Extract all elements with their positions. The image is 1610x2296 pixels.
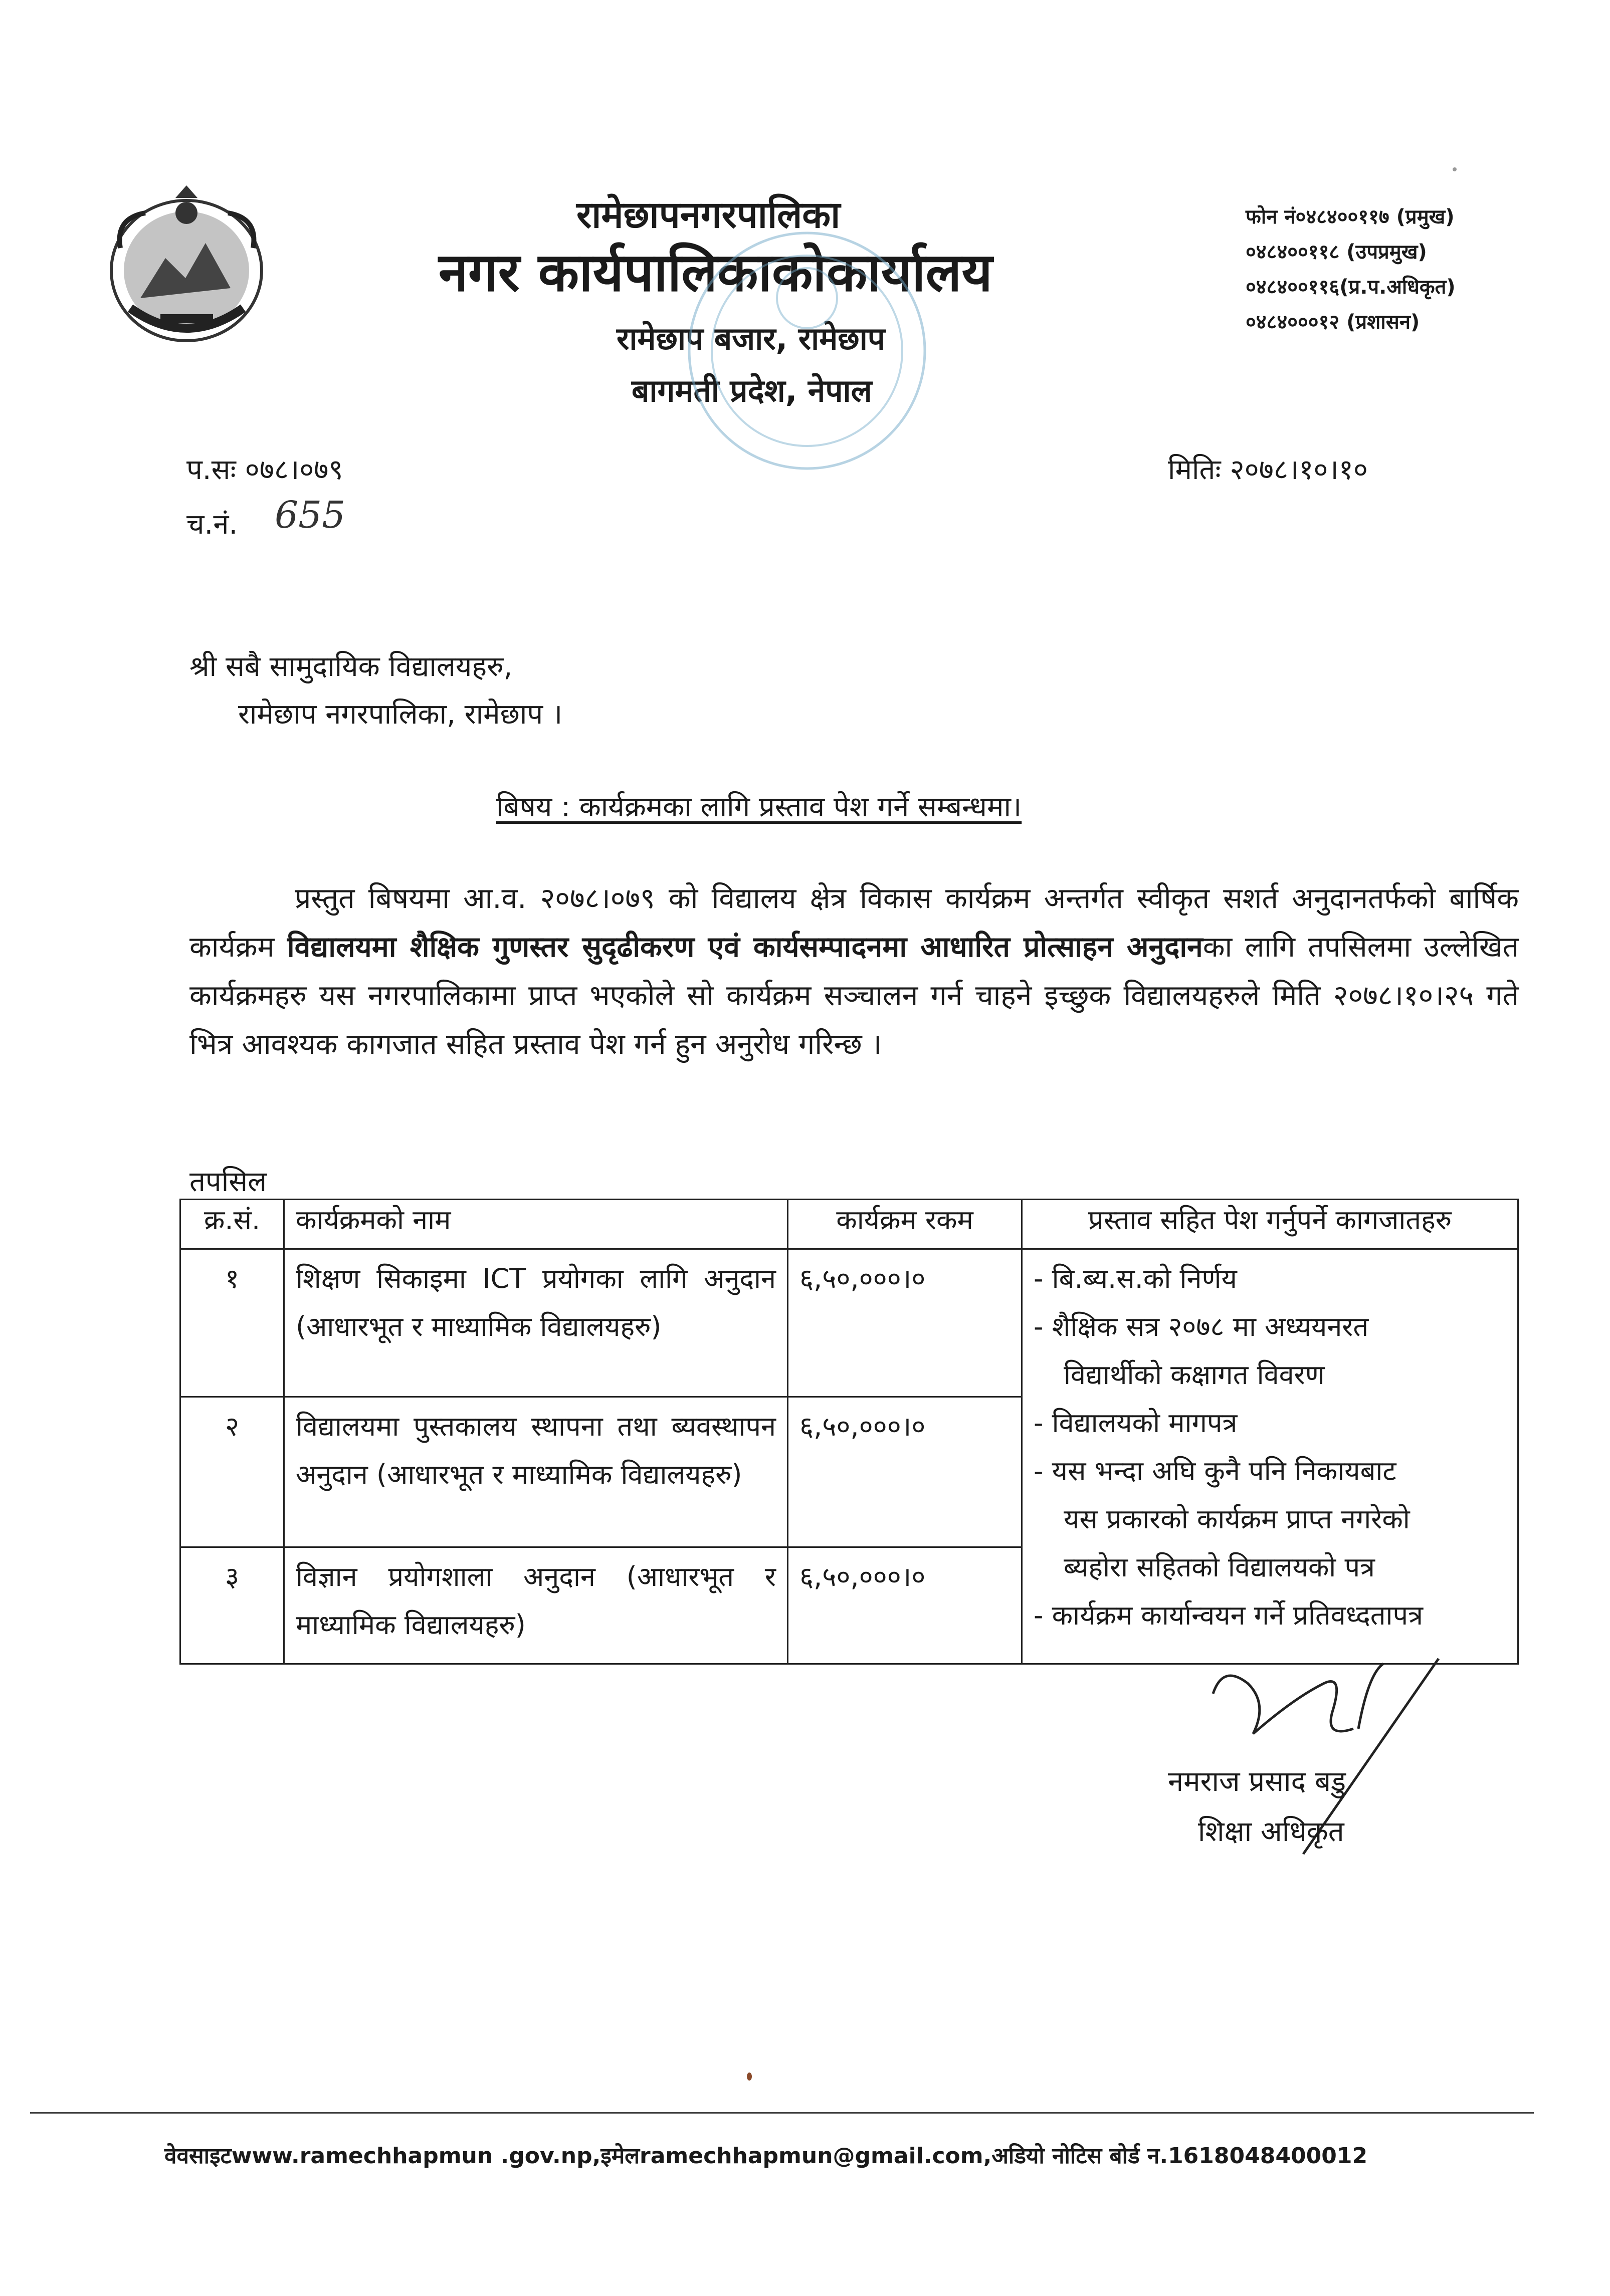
office-name: नगर कार्यपालिकाकोकार्यालय — [439, 242, 992, 303]
document-item-continued: ब्यहोरा सहितको विद्यालयको पत्र — [1064, 1551, 1375, 1583]
ink-speck — [1453, 167, 1457, 171]
document-item: - यस भन्दा अघि कुनै पनि निकायबाट — [1034, 1455, 1396, 1487]
program-table — [179, 1199, 1519, 1665]
document-item: - कार्यक्रम कार्यान्वयन गर्ने प्रतिवध्दतापत्र — [1034, 1599, 1424, 1631]
header-serial: क्र.सं. — [180, 1200, 284, 1249]
required-documents — [1022, 1249, 1518, 1664]
phone-chief: फोन नं०४८४००११७ (प्रमुख) — [1246, 205, 1455, 228]
letter-date: मितिः २०७८।१०।१० — [1168, 453, 1368, 486]
table-row — [180, 1249, 1518, 1397]
phone-admin: ०४८४०००१२ (प्रशासन) — [1246, 311, 1420, 334]
phone-deputy: ०४८४००११८ (उपप्रमुख) — [1246, 241, 1427, 264]
signatory-name: नमराज प्रसाद बडु — [1168, 1765, 1346, 1798]
address-line-1: रामेछाप बजार, रामेछाप — [617, 320, 886, 357]
schedule-label: तपसिल — [189, 1166, 267, 1198]
row-program-name: शिक्षण सिकाइमा ICT प्रयोगका लागि अनुदान (आधारभूत र माध्यामिक विद्यालयहरु) — [284, 1249, 788, 1397]
phone-list — [1246, 199, 1566, 340]
document-item-continued: विद्यार्थीको कक्षागत विवरण — [1064, 1359, 1325, 1391]
document-item-continued: यस प्रकारको कार्यक्रम प्राप्त नगरेको — [1064, 1503, 1410, 1535]
row-program-name: विद्यालयमा पुस्तकालय स्थापना तथा ब्यवस्थापन अनुदान (आधारभूत र माध्यामिक विद्यालयहरु) — [284, 1397, 788, 1547]
phone-cao: ०४८४००११६(प्र.प.अधिकृत) — [1246, 276, 1456, 299]
document-item: - शैक्षिक सत्र २०७८ मा अध्ययनरत — [1034, 1311, 1369, 1342]
row-serial: ३ — [180, 1547, 284, 1664]
header-program-name: कार्यक्रमको नाम — [284, 1200, 788, 1249]
signatory-title: शिक्षा अधिकृत — [1198, 1815, 1344, 1848]
row-serial: १ — [180, 1249, 284, 1397]
office-stamp — [667, 223, 947, 489]
row-amount: ६,५०,०००।० — [788, 1397, 1022, 1547]
ink-speck — [747, 2073, 752, 2081]
body-text-bold: विद्यालयमा शैक्षिक गुणस्तर सुदृढीकरण एवं कार्यसम्पादनमा आधारित प्रोत्साहन अनुदान — [287, 931, 1203, 964]
document-item: - विद्यालयको मागपत्र — [1034, 1407, 1238, 1439]
row-program-name: विज्ञान प्रयोगशाला अनुदान (आधारभूत र माध्यामिक विद्यालयहरु) — [284, 1547, 788, 1664]
letter-reference: प.सः ०७८।०७९ — [186, 453, 343, 486]
row-amount: ६,५०,०००।० — [788, 1547, 1022, 1664]
dispatch-number-handwritten: 655 — [275, 494, 346, 537]
body-text-1: प्रस्तुत बिषयमा आ.व. २०७८।०७९ को विद्यालय क्षेत्र विकास कार्यक्रम अन्तर्गत स्वीकृत सशर्त अनुदानतर्फको बार्षिक कार्यक्रम — [189, 882, 1519, 964]
table-header-row — [180, 1200, 1518, 1249]
body-paragraph — [189, 874, 1519, 1069]
row-amount: ६,५०,०००।० — [788, 1249, 1022, 1397]
dispatch-number-label: च.नं. — [186, 508, 238, 541]
letter-subject: बिषय : कार्यक्रमका लागि प्रस्ताव पेश गर्ने सम्बन्धमा। — [496, 791, 1022, 823]
nepal-emblem-icon — [100, 183, 273, 348]
footer-contact: वेवसाइटwww.ramechhapmun .gov.np,इमेलramechhapmun@gmail.com,अडियो नोटिस बोर्ड न.1618048400012 — [164, 2143, 1368, 2169]
addressee-line-1: श्री सबै सामुदायिक विद्यालयहरु, — [189, 650, 513, 683]
header-amount: कार्यक्रम रकम — [788, 1200, 1022, 1249]
body-text-2: का लागि तपसिलमा उल्लेखित कार्यक्रमहरु यस नगरपालिकामा प्राप्त भएकोले सो कार्यक्रम सञ्चालन गर्न चाहने इच्छुक विद्यालयहरुले मिति २०७८।१०।२५ गते भित्र आवश्यक कागजात सहित प्रस्ताव पेश गर्न हुन अनुरोध गरिन्छ । — [189, 931, 1519, 1061]
municipality-name: रामेछापनगरपालिका — [576, 193, 841, 237]
address-line-2: बागमती प्रदेश, नेपाल — [632, 372, 872, 409]
header-documents: प्रस्ताव सहित पेश गर्नुपर्ने कागजातहरु — [1022, 1200, 1518, 1249]
document-item: - बि.ब्य.स.को निर्णय — [1034, 1263, 1237, 1294]
footer-divider — [30, 2112, 1534, 2114]
addressee-line-2: रामेछाप नगरपालिका, रामेछाप । — [238, 698, 563, 731]
row-serial: २ — [180, 1397, 284, 1547]
